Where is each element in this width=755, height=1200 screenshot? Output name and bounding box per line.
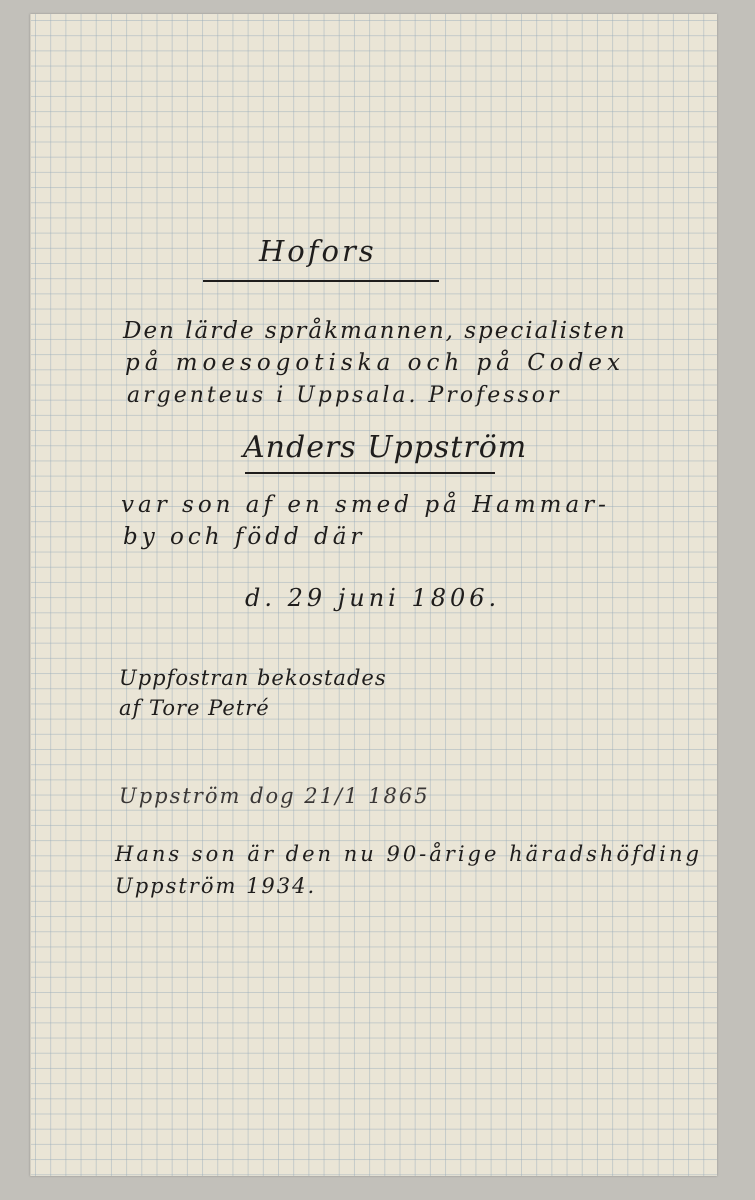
paragraph4-line1: Hans son är den nu 90-årige häradshöfding bbox=[115, 842, 702, 866]
document-title: Hofors bbox=[259, 234, 377, 268]
death-note: Uppström dog 21/1 1865 bbox=[119, 784, 430, 808]
paragraph3-line1: Uppfostran bekostades bbox=[119, 666, 387, 690]
paragraph1-line1: Den lärde språkmannen, specialisten bbox=[123, 318, 627, 344]
person-name: Anders Uppström bbox=[243, 430, 528, 465]
title-underline bbox=[203, 280, 439, 282]
graph-paper-sheet bbox=[30, 14, 717, 1176]
paragraph2-line1: var son af en smed på Hammar- bbox=[121, 492, 610, 518]
name-underline bbox=[245, 472, 495, 474]
paragraph4-line2: Uppström 1934. bbox=[115, 874, 317, 898]
birth-date: d. 29 juni 1806. bbox=[245, 584, 501, 612]
paragraph3-line2: af Tore Petré bbox=[119, 696, 270, 720]
paragraph1-line2: på moesogotiska och på Codex bbox=[125, 350, 625, 376]
paragraph1-line3: argenteus i Uppsala. Professor bbox=[127, 383, 562, 408]
paragraph2-line2: by och född där bbox=[123, 524, 366, 550]
